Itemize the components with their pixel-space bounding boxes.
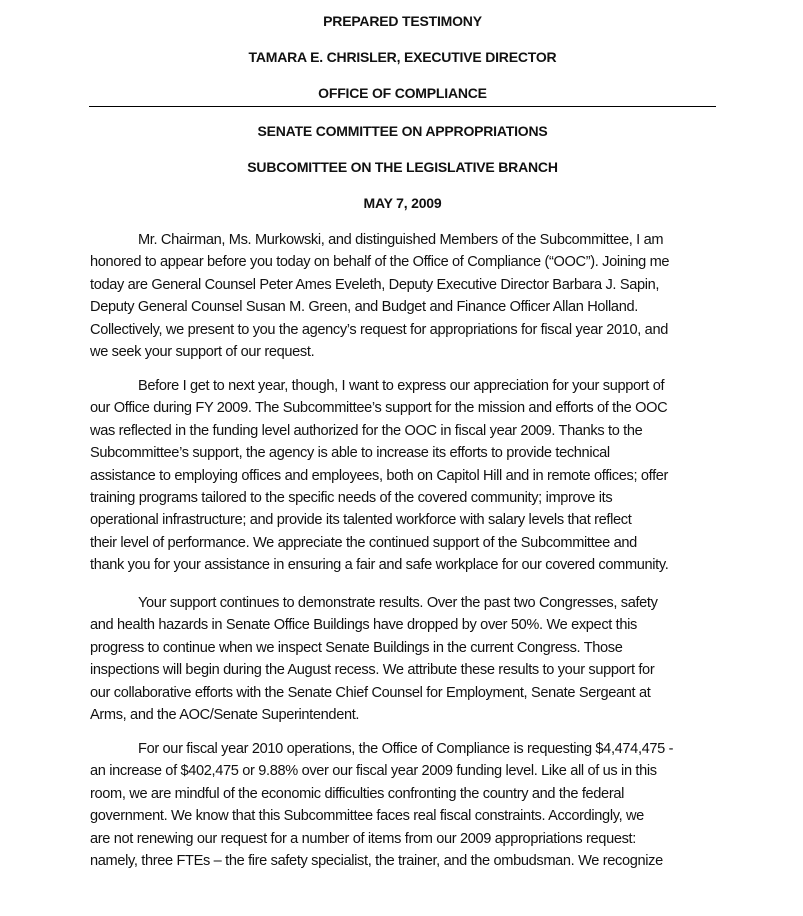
testimony-date: MAY 7, 2009 — [363, 195, 442, 211]
text-line: Mr. Chairman, Ms. Murkowski, and distinguished Members of the Subcommittee, I am — [138, 232, 664, 248]
paragraph-introduction — [90, 229, 730, 363]
witness-name: TAMARA E. CHRISLER, EXECUTIVE DIRECTOR — [248, 49, 557, 65]
subcommittee-name: SUBCOMITTEE ON THE LEGISLATIVE BRANCH — [247, 159, 558, 175]
text-line: are not renewing our request for a number of items from our 2009 appropriations request: — [90, 830, 636, 847]
text-line: we seek your support of our request. — [90, 343, 315, 360]
paragraph-results — [90, 592, 730, 726]
header-divider — [89, 106, 716, 107]
committee-name: SENATE COMMITTEE ON APPROPRIATIONS — [257, 123, 548, 139]
text-line: their level of performance. We appreciate the continued support of the Subcommittee and — [90, 534, 637, 551]
text-line: For our fiscal year 2010 operations, the Office of Compliance is requesting $4,474,475 - — [138, 741, 674, 757]
text-line: and health hazards in Senate Office Buildings have dropped by over 50%. We expect this — [90, 617, 637, 634]
organization-name: OFFICE OF COMPLIANCE — [318, 85, 487, 101]
paragraph-appreciation — [90, 375, 730, 577]
text-line: thank you for your assistance in ensuring a fair and safe workplace for our covered community. — [90, 557, 669, 574]
document-title: PREPARED TESTIMONY — [323, 13, 482, 29]
text-line: our Office during FY 2009. The Subcommittee’s support for the mission and efforts of the OOC — [90, 400, 668, 417]
text-line: training programs tailored to the specific needs of the covered community; improve its — [90, 489, 613, 506]
text-line: government. We know that this Subcommittee faces real fiscal constraints. Accordingly, we — [90, 808, 644, 825]
text-line: Arms, and the AOC/Senate Superintendent. — [90, 706, 360, 723]
text-line: was reflected in the funding level authorized for the OOC in fiscal year 2009. Thanks to the — [90, 422, 643, 439]
text-line: progress to continue when we inspect Senate Buildings in the current Congress. Those — [90, 639, 623, 656]
text-line: Your support continues to demonstrate results. Over the past two Congresses, safety — [138, 595, 658, 611]
text-line: room, we are mindful of the economic difficulties confronting the country and the federal — [90, 785, 624, 802]
text-line: Subcommittee’s support, the agency is able to increase its efforts to provide technical — [90, 445, 610, 462]
text-line: operational infrastructure; and provide its talented workforce with salary levels that reflect — [90, 512, 632, 529]
text-line: inspections will begin during the August recess. We attribute these results to your support for — [90, 662, 655, 679]
text-line: namely, three FTEs – the fire safety specialist, the trainer, and the ombudsman. We recognize — [90, 852, 663, 869]
text-line: an increase of $402,475 or 9.88% over our fiscal year 2009 funding level. Like all of us in this — [90, 763, 657, 780]
paragraph-fy2010-request — [90, 738, 730, 872]
text-line: Collectively, we present to you the agency’s request for appropriations for fiscal year 2010, and — [90, 321, 668, 338]
text-line: Before I get to next year, though, I want to express our appreciation for your support of — [138, 378, 665, 394]
text-line: today are General Counsel Peter Ames Eveleth, Deputy Executive Director Barbara J. Sapin, — [90, 276, 660, 293]
text-line: our collaborative efforts with the Senate Chief Counsel for Employment, Senate Sergeant at — [90, 684, 651, 701]
text-line: assistance to employing offices and employees, both on Capitol Hill and in remote offices; offer — [90, 467, 669, 484]
text-line: honored to appear before you today on behalf of the Office of Compliance (“OOC”). Joining me — [90, 254, 670, 271]
text-line: Deputy General Counsel Susan M. Green, and Budget and Finance Officer Allan Holland. — [90, 299, 638, 316]
